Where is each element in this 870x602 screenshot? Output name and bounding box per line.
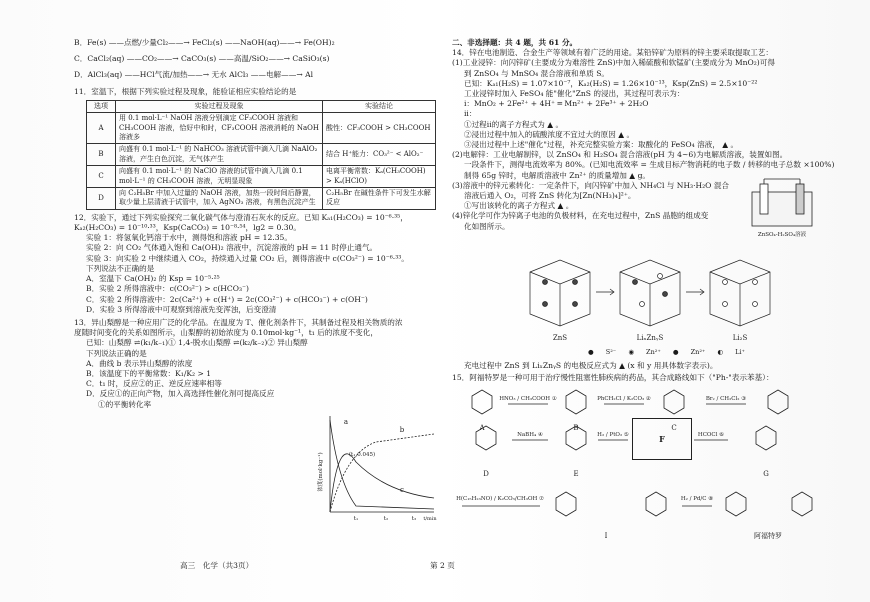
table-cell: 结合 H⁺能力：CO₃²⁻ < AlO₂⁻	[323, 144, 436, 166]
legend-item: ◉ Zn²⁺	[628, 348, 661, 356]
q13-line: D．反应①的正向产物，加入高选择性催化剂可提高反应	[86, 389, 275, 399]
curve-c	[330, 454, 434, 512]
electrolyte-label: ZnSO₄-H₂SO₄溶液	[757, 232, 807, 238]
footer-left: 高三 化学（共3页）	[180, 561, 254, 570]
experiment-table	[86, 100, 436, 210]
crystal-structure-diagram	[520, 252, 790, 344]
reagent-label: Br₂ / CH₂Cl₂ ③	[705, 396, 747, 402]
graph-point-label: (t₁,0.045)	[348, 452, 376, 458]
table-header: 选项	[87, 100, 116, 112]
crystal-lixznys	[620, 260, 680, 326]
arrow-icon	[596, 289, 614, 295]
compound-label: B	[573, 424, 579, 432]
graph-tick: t₃	[411, 516, 417, 522]
q12-line: C．实验 2 所得溶液中：2c(Ca²⁺) + c(H⁺) = 2c(CO₃²⁻) + c(HCO₃⁻) + c(OH⁻)	[86, 294, 368, 304]
table-cell: 向盛有 0.1 mol·L⁻¹ 的 NaClO 溶液的试管中滴入几滴 0.1 mol·L⁻¹ 的 CH₃COOH 溶液，无明显现象	[116, 166, 323, 188]
question-15: 15．阿福特罗是一种可用于治疗慢性阻塞性肺疾病的药品，其合成路线如下（"Ph-"表示苯基）：	[452, 373, 774, 382]
q12-line: 下列说法不正确的是	[86, 263, 155, 273]
reagent-label: H₂ / Pd/C ⑧	[680, 496, 714, 502]
reagent-label: NaBH₄ ④	[517, 432, 543, 438]
q14-line: (3)溶液中的锌元素转化：一定条件下，向闪锌矿中加入 NH₄Cl 与 NH₃·H₂O 混合	[452, 180, 730, 190]
option-d: D．AlCl₃(aq) ——HCl气流/加热——→ 无水 AlCl₃ ——电解——→ Al	[74, 70, 314, 80]
compound-label: D	[483, 470, 489, 478]
q14-line: 工业浸锌时加入 FeSO₄ 能"催化"ZnS 的浸出，其过程可表示为：	[464, 89, 685, 99]
table-row	[87, 188, 436, 210]
q14-line: 一段条件下，测得电流效率为 80%。(已知电流效率 = 生成目标产物消耗的电子数 / 转移的电子总数 ×100%)	[464, 160, 835, 170]
question-13	[74, 318, 442, 410]
table-cell: 酸性：CF₃COOH > CH₃COOH	[323, 113, 436, 144]
q13-line: 度随时间变化的关系如图所示，山梨醇的初始浓度为 0.10mol·kg⁻¹，t₁ 后的浓度不变化，	[74, 328, 378, 338]
q14-line: 已知：Kₐ₁(H₂S) = 1.07×10⁻⁷，Kₐ₂(H₂S) = 1.26×10⁻¹³，Ksp(ZnS) = 2.5×10⁻²²	[464, 78, 758, 88]
curve-label-c: c	[400, 486, 404, 494]
curve-label-a: a	[343, 418, 349, 426]
q14-line: i：MnO₂ + 2Fe²⁺ + 4H⁺ ═ Mn²⁺ + 2Fe³⁺ + 2H₂O	[464, 99, 649, 109]
q12-line: 实验 3：向实验 2 中继续通入 CO₂，持续通入过量 CO₂ 后，测得溶液中 c(CO₃²⁻) = 10⁻⁶·³³。	[86, 253, 409, 263]
table-row	[87, 144, 436, 166]
q12-line: 实验 1：将氢氧化钙溶于水中，测得饱和溶液 pH = 12.35。	[86, 233, 292, 243]
crystal-label: ZnS	[552, 334, 568, 342]
table-cell: B	[87, 144, 116, 166]
q14-line: ②浸出过程中加入的硫酸浓度不宜过大的原因 ▲ 。	[464, 129, 635, 139]
q14-line: 溶液后通入 O₂，可将 ZnS 转化为[Zn(NH₃)₄]²⁺。	[464, 191, 636, 201]
q13-line: 下列说法正确的是	[86, 348, 147, 358]
compound-label: C	[671, 424, 677, 432]
crystal-label: LiₓZnᵧS	[636, 334, 664, 342]
q13-line: 已知：山梨醇 ⇌(k₁/k₋₁)① 1,4-脱水山梨醇 ⇌(k₂/k₋₂)② 异山梨醇	[86, 338, 308, 348]
q14-line: ③浸出过程中上述"催化"过程，补充完整实验方案：取酸化的 FeSO₄ 溶液， ▲ 。	[464, 140, 739, 150]
q13-line: ①的平衡转化率	[98, 399, 152, 409]
crystal-zns	[530, 260, 590, 326]
reagent-label: HNO₃ / CH₃COOH ①	[499, 396, 557, 402]
table-cell: 电离平衡常数：Kₐ(CH₃COOH) > Kₐ(HClO)	[323, 166, 436, 188]
concentration-graph	[316, 412, 440, 522]
q13-line: A．曲线 b 表示异山梨醇的浓度	[86, 358, 193, 368]
compound-f-box: F	[632, 418, 692, 460]
compound-label: 阿福特罗	[754, 532, 782, 540]
reagent-label: H₂ / PtO₂ ⑤	[597, 432, 629, 438]
table-header: 实验结论	[323, 100, 436, 112]
table-cell: D	[87, 188, 116, 210]
graph-tick: t₂	[383, 516, 389, 522]
crystal-li2s	[710, 260, 770, 326]
option-b: B．Fe(s) ——点燃/少量Cl₂——→ FeCl₂(s) ——NaOH(aq)——→ Fe(OH)₂	[74, 38, 335, 47]
reagent-label: PhCH₂Cl / K₂CO₃ ②	[597, 396, 651, 402]
curve-b	[330, 434, 434, 512]
arrow-icon	[686, 289, 704, 295]
q14-line: ii：	[464, 109, 477, 119]
electrolysis-cell-diagram	[740, 178, 826, 240]
crystal-legend	[588, 348, 745, 356]
compound-label: A	[479, 424, 485, 432]
graph-ylabel: 浓度(mol·kg⁻¹)	[318, 452, 324, 492]
graph-xunit: t/min	[423, 516, 437, 522]
table-cell: A	[87, 113, 116, 144]
q14-line: 化如图所示。	[464, 221, 510, 231]
table-cell: 用 0.1 mol·L⁻¹ NaOH 溶液分别滴定 CF₃COOH 溶液和 CH₃COOH 溶液，恰好中和时，CF₃COOH 溶液消耗的 NaOH 溶液多	[116, 113, 323, 144]
left-column	[74, 38, 442, 410]
legend-item: ● Zn²⁺ ◐ Li⁺	[672, 348, 745, 356]
q12-line: 12．实验下，通过下列实验探究二氧化碳气体与澄清石灰水的反应。已知 Kₐ₁(H₂CO₃) = 10⁻⁶·³⁵，	[74, 212, 408, 222]
q13-line: C．t₁ 时，反应②的正、逆反应速率相等	[86, 379, 222, 389]
q14-line: (4)锌化学可作为锌离子电池的负极材料，在充电过程中，ZnS 晶胞的组成变	[452, 211, 709, 221]
section-2-title: 二、非选择题：共 4 题，共 61 分。	[452, 38, 578, 47]
q12-line: 实验 2：向 CO₂ 气体通入饱和 Ca(OH)₂ 溶液中，沉淀溶液的 pH = 11 时停止通气。	[86, 243, 378, 253]
q14-line: (1)工业浸锌：向闪锌矿(主要成分为难溶性 ZnS)中加入稀硫酸和软锰矿(主要成分为 MnO₂)可得	[452, 58, 775, 68]
q14-line: 14．锌在电池制造、合金生产等领域有着广泛的用途。某铅锌矿为原料的锌主要采取提取工艺：	[452, 48, 774, 58]
crystal-label: Li₂S	[732, 334, 748, 342]
question-12	[74, 213, 442, 315]
q12-line: B．实验 2 所得溶液中：c(CO₃²⁻) > c(HCO₃⁻)	[86, 284, 249, 294]
q14-line: ①写出该转化的离子方程式 ▲ 。	[464, 201, 574, 211]
table-cell: C₂H₅Br 在碱性条件下可发生水解反应	[323, 188, 436, 210]
q12-line: A．室温下 Ca(OH)₂ 的 Ksp = 10⁻⁵·²⁵	[86, 274, 220, 284]
graph-tick: t₁	[353, 516, 359, 522]
q12-line: D．实验 3 所得溶液中可观察到溶液先变浑浊，后变澄清	[86, 304, 277, 314]
compound-label: G	[763, 470, 769, 478]
option-c: C．CaCl₂(aq) ——CO₂——→ CaCO₃(s) ——高温/SiO₂——→ CaSiO₃(s)	[74, 54, 330, 64]
legend-item: ● S²⁻	[588, 348, 617, 356]
table-cell: C	[87, 166, 116, 188]
table-row	[87, 166, 436, 188]
q12-line: Kₐ₂(H₂CO₃) = 10⁻¹⁰·³³，Ksp(CaCO₃) = 10⁻⁸·⁵⁴，lg2 = 0.30。	[74, 223, 301, 233]
q14-line: 到 ZnSO₄ 与 MnSO₄ 混合溶液和单质 S。	[464, 68, 609, 78]
table-row	[87, 113, 436, 144]
table-header-row	[87, 100, 436, 112]
table-cell: 向 C₂H₅Br 中加入过量的 NaOH 溶液，加热一段时间后静置，取少量上层清液于试管中，加入 AgNO₃ 溶液，有黑色沉淀产生	[116, 188, 323, 210]
q14-final-line: 充电过程中 ZnS 到 LiₓZnᵧS 的电极反应式为 ▲ (x 和 y 用具体数字表示)。	[464, 361, 718, 370]
q14-line: (2)电解锌：工业电解制锌，以 ZnSO₄ 和 H₂SO₄ 混合溶液(pH 为 4~6)为电解质溶液，装置如图。	[452, 150, 788, 160]
table-header: 实验过程及现象	[116, 100, 323, 112]
table-cell: 向盛有 0.1 mol·L⁻¹ 的 NaHCO₃ 溶液试管中滴入几滴 NaAlO₂ 溶液，产生白色沉淀，无气体产生	[116, 144, 323, 166]
curve-label-b: b	[399, 426, 405, 434]
synthesis-route-row3	[456, 484, 828, 542]
q13-line: B．该温度下的平衡常数：K₁/K₂ > 1	[86, 368, 212, 378]
question-11: 11．室温下，根据下列实验过程及现象，能验证相应实验结论的是	[74, 86, 297, 96]
q14-line: 制得 65g 锌时，电解质溶液中 Zn²⁺ 的质量增加 ▲ g。	[464, 170, 651, 180]
page-number: 第 2 页	[430, 561, 455, 570]
reagent-label: H(C₁₅H₂₃NO) / K₂CO₃/CH₃OH ⑦	[456, 496, 544, 502]
compound-label: E	[573, 470, 579, 478]
compound-label: I	[604, 532, 608, 540]
q14-line: ①过程ii的离子方程式为 ▲ 。	[464, 119, 564, 129]
reagent-label: HCOCl ⑥	[697, 432, 725, 438]
q13-line: 13．异山梨醇是一种应用广泛的化学品。在温度为 T、催化剂条件下，其制备过程及相关物质的浓	[74, 317, 403, 327]
